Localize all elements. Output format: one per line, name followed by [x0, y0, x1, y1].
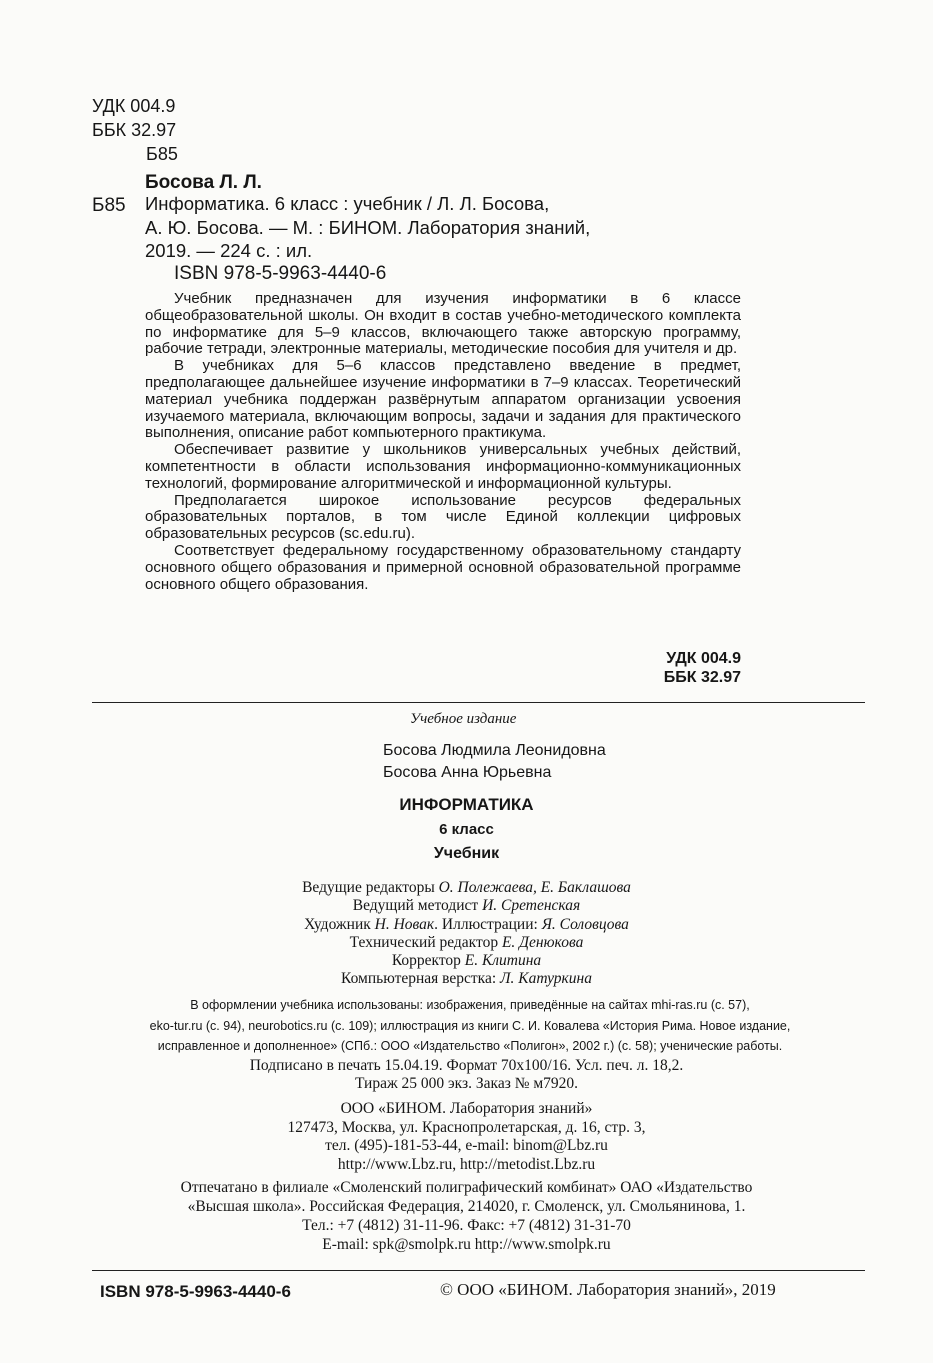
publisher-info: [0, 1100, 933, 1174]
author-heading: Босова Л. Л.: [145, 172, 262, 193]
credits: [0, 879, 933, 989]
credit-line: Ведущие редакторы О. Полежаева, Е. Баклашова: [302, 879, 631, 896]
abstract-paragraph: Учебник предназначен для изучения информатики в 6 классе общеобразовательной школы. Он входит в состав учебно-методического комплекта по информатике для 5–9 классов, включающего также авторскую программу, рабочие тетради, электронные материалы, методические пособия для учителя и др.: [145, 290, 741, 358]
biblio-line: Информатика. 6 класс : учебник / Л. Л. Босова,: [145, 193, 550, 214]
image-sources-note: [100, 995, 840, 1057]
isbn-top: ISBN 978-5-9963-4440-6: [174, 263, 387, 284]
author-full-name: Босова Людмила Леонидовна: [383, 742, 606, 759]
credit-line: Художник Н. Новак. Иллюстрации: Я. Соловцова: [304, 915, 629, 933]
classification-codes-right: [664, 649, 741, 687]
abstract-paragraph: В учебниках для 5–6 классов представлено введение в предмет, предполагающее дальнейшее изучение информатики в 7–9 классах. Теоретический материал учебника поддержан развёрнутым аппаратом организации усвоения изучаемого материала, включающим вопросы, задачи и задания для практического выполнения, описание работ компьютерного практикума.: [145, 357, 741, 442]
printer-line: E-mail: spk@smolpk.ru http://www.smolpk.ru: [322, 1236, 611, 1253]
abstract: [145, 291, 741, 593]
note-line: eko-tur.ru (с. 94), neurobotics.ru (с. 109); иллюстрация из книги С. И. Ковалева «История Рима. Новое издание,: [149, 1018, 791, 1033]
publisher-line: 127473, Москва, ул. Краснопролетарская, д. 16, стр. 3,: [287, 1118, 646, 1136]
author-mark: Б85: [146, 144, 178, 164]
authors-full: [383, 740, 606, 784]
credit-line: Технический редактор Е. Денюкова: [349, 933, 584, 951]
note-line: исправленное и дополненное» (СПб.: ООО «Издательство «Полигон», 2002 г.) (с. 58); ученические работы.: [157, 1039, 783, 1053]
print-line: Подписано в печать 15.04.19. Формат 70х100/16. Усл. печ. л. 18,2.: [249, 1057, 684, 1074]
biblio-line: А. Ю. Босова. — М. : БИНОМ. Лаборатория знаний,: [145, 216, 591, 238]
udk-code: УДК 004.9: [666, 650, 741, 667]
abstract-paragraph: Предполагается широкое использование ресурсов федеральных образовательных порталов, в том числе Единой коллекции цифровых образовательных ресурсов (sc.edu.ru).: [145, 491, 741, 543]
author-full-name: Босова Анна Юрьевна: [383, 764, 552, 781]
publisher-line: тел. (495)-181-53-44, e-mail: binom@Lbz.ru: [325, 1137, 608, 1154]
grade: 6 класс: [439, 821, 494, 838]
print-line: Тираж 25 000 экз. Заказ № м7920.: [354, 1075, 579, 1092]
publication-kind: Учебник: [433, 845, 500, 862]
credit-line: Корректор Е. Клитина: [391, 952, 542, 970]
printer-line: Тел.: +7 (4812) 31-11-96. Факс: +7 (4812) 31-31-70: [302, 1217, 631, 1234]
book-title: ИНФОРМАТИКА: [399, 795, 534, 814]
edition-type: Учебное издание: [410, 711, 517, 727]
side-code: Б85: [92, 195, 126, 216]
abstract-paragraph: Обеспечивает развитие у школьников универсальных учебных действий, компетентности в области использования информационно-коммуникационных технологий, формирование алгоритмической и информационной культуры.: [145, 441, 741, 492]
publisher-line: ООО «БИНОМ. Лаборатория знаний»: [340, 1100, 593, 1117]
bbk-code: ББК 32.97: [92, 120, 177, 140]
divider-bottom: [92, 1270, 865, 1271]
classification-codes: [92, 94, 178, 166]
credit-line: Компьютерная верстка: Л. Катуркина: [341, 970, 592, 988]
biblio-line: 2019. — 224 с. : ил.: [145, 240, 313, 261]
print-info: [0, 1057, 933, 1093]
abstract-paragraph: Соответствует федеральному государственному образовательному стандарту основного общего образования и примерной основной образовательной программе основного общего образования.: [145, 541, 741, 593]
copyright: © ООО «БИНОМ. Лаборатория знаний», 2019: [440, 1280, 776, 1299]
isbn-bottom: ISBN 978-5-9963-4440-6: [100, 1282, 291, 1301]
printer-info: [0, 1178, 933, 1254]
note-line: В оформлении учебника использованы: изображения, приведённые на сайтах mhi-ras.ru (с. 57),: [190, 998, 750, 1012]
credit-line: Ведущий методист И. Сретенская: [352, 897, 581, 915]
publisher-line: http://www.Lbz.ru, http://metodist.Lbz.ru: [337, 1155, 596, 1173]
udk-code: УДК 004.9: [92, 96, 176, 116]
printer-line: «Высшая школа». Российская Федерация, 214020, г. Смоленск, ул. Смольянинова, 1.: [187, 1198, 746, 1215]
printer-line: Отпечатано в филиале «Смоленский полиграфический комбинат» ОАО «Издательство: [180, 1179, 753, 1196]
bbk-code: ББК 32.97: [663, 669, 741, 686]
bibliographic-description: [145, 192, 737, 263]
divider-top: [92, 702, 865, 703]
